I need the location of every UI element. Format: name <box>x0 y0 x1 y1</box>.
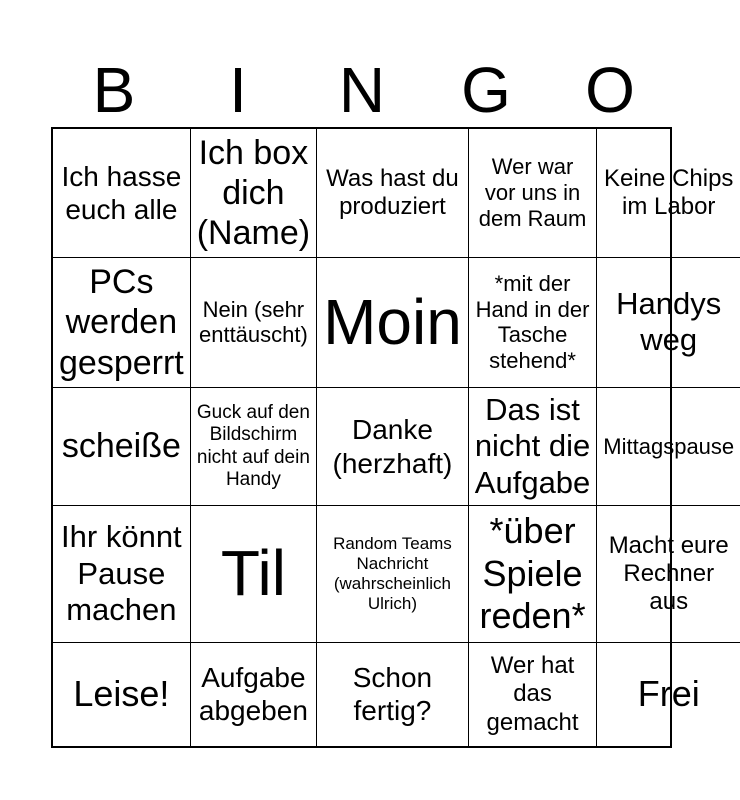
bingo-cell-2-2[interactable] <box>191 258 317 387</box>
bingo-cell-4-1[interactable] <box>53 506 191 642</box>
cell-text: PCs werden gesperrt <box>59 263 184 382</box>
bingo-cell-3-1[interactable] <box>53 388 191 507</box>
bingo-cell-1-1[interactable] <box>53 129 191 258</box>
cell-text: scheiße <box>61 427 181 466</box>
bingo-cell-2-3[interactable] <box>317 258 469 387</box>
cell-text: *über Spiele reden* <box>479 510 586 637</box>
bingo-cell-3-2[interactable] <box>191 388 317 507</box>
bingo-cell-5-2[interactable] <box>191 643 317 746</box>
bingo-cell-1-4[interactable] <box>469 129 598 258</box>
bingo-header <box>52 52 672 128</box>
cell-text: Ihr könnt Pause machen <box>61 519 182 628</box>
bingo-cell-1-2[interactable] <box>191 129 317 258</box>
cell-text: Frei <box>637 673 700 715</box>
cell-text: Ich box dich (Name) <box>196 134 311 253</box>
cell-text: Nein (sehr enttäuscht) <box>198 296 308 348</box>
cell-text: Moin <box>323 285 462 358</box>
cell-text: Til <box>220 537 286 610</box>
bingo-cell-4-4[interactable] <box>469 506 598 642</box>
cell-text: Random Teams Nachricht (wahrscheinlich Ulrich) <box>333 534 452 614</box>
cell-text: Guck auf den Bildschirm nicht auf dein Handy <box>196 401 310 490</box>
cell-text: Aufgabe abgeben <box>198 662 308 727</box>
bingo-cell-3-5[interactable] <box>597 388 740 507</box>
cell-text: Was hast du produziert <box>326 164 459 221</box>
bingo-cell-2-1[interactable] <box>53 258 191 387</box>
bingo-cell-1-3[interactable] <box>317 129 469 258</box>
cell-text: Mittagspause <box>603 433 735 459</box>
bingo-cell-5-1[interactable] <box>53 643 191 746</box>
cell-text: Leise! <box>73 673 170 715</box>
cell-text: Ich hasse euch alle <box>61 161 182 226</box>
header-letter-i: I <box>229 54 247 126</box>
cell-text: Wer hat das gemacht <box>486 651 579 736</box>
bingo-cell-3-4[interactable] <box>469 388 598 507</box>
cell-text: Keine Chips im Labor <box>604 164 734 221</box>
cell-text: Das ist nicht die Aufgabe <box>474 391 591 500</box>
bingo-cell-2-4[interactable] <box>469 258 598 387</box>
cell-text: Wer war vor uns in dem Raum <box>478 154 587 232</box>
header-letter-n: N <box>338 54 386 126</box>
cell-text: Schon fertig? <box>352 662 433 727</box>
header-letter-g: G <box>461 54 511 126</box>
bingo-cell-2-5[interactable] <box>597 258 740 387</box>
bingo-cell-5-5[interactable] <box>597 643 740 746</box>
bingo-cell-4-5[interactable] <box>597 506 740 642</box>
bingo-cell-4-2[interactable] <box>191 506 317 642</box>
bingo-cell-5-4[interactable] <box>469 643 598 746</box>
bingo-cell-4-3[interactable] <box>317 506 469 642</box>
cell-text: Danke (herzhaft) <box>332 414 453 479</box>
header-letter-o: O <box>585 54 635 126</box>
header-letter-b: B <box>92 54 136 126</box>
cell-text: Handys weg <box>616 285 722 358</box>
cell-text: *mit der Hand in der Tasche stehend* <box>475 270 590 374</box>
bingo-cell-1-5[interactable] <box>597 129 740 258</box>
bingo-board <box>51 127 735 748</box>
bingo-cell-5-3[interactable] <box>317 643 469 746</box>
cell-text: Macht eure Rechner aus <box>608 531 729 616</box>
bingo-cell-3-3[interactable] <box>317 388 469 507</box>
